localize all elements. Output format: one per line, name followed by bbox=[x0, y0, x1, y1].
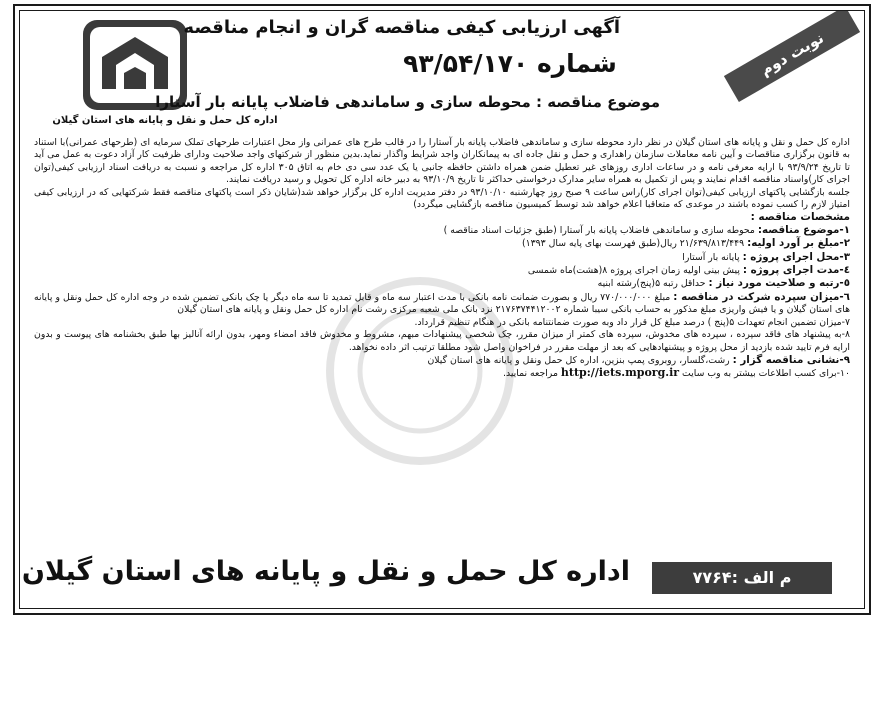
logo-caption: اداره کل حمل و نقل و پایانه های استان گیلان bbox=[52, 115, 278, 126]
tender-number: شماره ۹۳/۵۴/۱۷۰ bbox=[403, 49, 617, 78]
spec-item bbox=[34, 354, 850, 367]
spec-text: پایانه بار آستارا bbox=[682, 251, 740, 263]
spec-text: مبلغ ۷۷۰/۰۰۰/۰۰۰ ریال و بصورت ضمانت نامه بانکی با مدت اعتبار سه ماه و قابل تمدید تا سه ماه دیگر یا چک بانکی تضمین شده در وجه اداره کل حمل ونقل و پایانه های استان گیلان و یا فیش واریزی مبلغ مذکور به حساب بانکی سیبا شماره ۲۱۷۶۳۷۴۴۱۲۰۰۲ نزد بانک ملی شعبه مرکزی رشت نام اداره کل حمل ونقل و پایانه های استان گیلان bbox=[34, 291, 850, 316]
spec-label: ٦-میزان سپرده شرکت در مناقصه : bbox=[673, 290, 850, 303]
spec-item bbox=[34, 317, 850, 329]
spec-label: ۹-نشانی مناقصه گزار : bbox=[732, 353, 850, 366]
ad-header bbox=[20, 11, 864, 131]
spec-label: ۲-مبلغ بر آورد اولیه: bbox=[747, 237, 850, 250]
spec-text: پیش بینی اولیه زمان اجرای پروژه ۸(هشت)ماه شمسی bbox=[527, 265, 740, 277]
footer-organization: اداره کل حمل و نقل و پایانه های استان گیلان bbox=[21, 556, 630, 587]
spec-item bbox=[34, 264, 850, 277]
spec-text: محوطه سازی و ساماندهی فاضلاب پایانه بار آستارا (طبق جزئیات اسناد مناقصه ) bbox=[443, 224, 755, 236]
spec-label: ٤-مدت اجرای پروژه : bbox=[742, 264, 850, 277]
second-round-badge: نوبت دوم bbox=[724, 11, 860, 102]
ad-title: آگهی ارزیابی کیفی مناقصه گران و انجام مناقصه bbox=[183, 17, 620, 38]
spec-label: ٥-رتبه و صلاحیت مورد نیاز : bbox=[708, 277, 850, 290]
specs-heading: مشخصات مناقصه : bbox=[750, 211, 850, 224]
info-prefix: ۱۰-برای کسب اطلاعات بیشتر به وب سایت bbox=[682, 368, 850, 380]
spec-item bbox=[34, 277, 850, 290]
ad-body bbox=[34, 137, 850, 381]
info-line bbox=[34, 367, 850, 380]
spec-item bbox=[34, 237, 850, 250]
website-link[interactable]: http://iets.mporg.ir bbox=[560, 366, 680, 380]
ad-footer bbox=[20, 548, 864, 608]
spec-text: حداقل رتبه ۵(پنج)رشته ابنیه bbox=[597, 278, 706, 290]
spec-text: ۷-میزان تضمین انجام تعهدات ۵(پنج ) درصد مبلغ کل قرار داد وبه صورت ضمانتنامه بانکی در هنگام تنظیم قرارداد. bbox=[414, 316, 850, 328]
intro-paragraph: اداره کل حمل و نقل و پایانه های استان گیلان در نظر دارد محوطه سازی و ساماندهی فاضلاب پایانه بار آستارا را در قالب طرح های عمرانی واز محل اعتبارات طرحهای تملک سرمایه ای (طرحهای عمرانی)با استناد به قانون برگزاری مناقصات و آیین نامه معاملات سازمان راهداری و حمل و نقل جاده ای به پیمانکاران واجد شرایط واگذار نماید.بدین منظور از شرکتهای واجد صلاحیت ودارای ظرفیت کار آزاد دعوت به عمل می آید تا تاریخ ۹۳/۹/۲۴ با ارایه معرفی نامه و در ساعات اداری روزهای غیر تعطیل ضمن همراه داشتن حافظه جانبی یا یک عدد سی دی خام به اتاق ۳۰۵ اداره کل مراجعه و نسبت به دریافت اسناد ارزیابی کیفی(توان اجرای کار)واسناد مناقصه اقدام نمایند و پس از تکمیل به همراه سایر مدارک درخواستی حداکثر تا تاریخ ۹۳/۱۰/۹ به دبیر خانه اداره کل تحویل و رسید دریافت نمایند. bbox=[34, 137, 850, 186]
spec-text: ۲۱/۶۳۹/۸۱۳/۴۴۹ ریال(طبق فهرست بهای پایه سال ۱۳۹۳) bbox=[522, 238, 745, 250]
spec-label: ۳-محل اجرای پروژه : bbox=[742, 250, 850, 263]
spec-item bbox=[34, 329, 850, 354]
spec-item bbox=[34, 251, 850, 264]
tender-subject: موضوع مناقصه : محوطه سازی و ساماندهی فاضلاب پایانه بار آستارا bbox=[155, 93, 660, 111]
opening-paragraph: جلسه بازگشایی پاکتهای ارزیابی کیفی(توان اجرای کار)راس ساعت ۹ صبح روز چهارشنبه ۹۳/۱۰/۱۰ در دفتر مدیریت اداره کل برگزار خواهد شد(شایان ذکر است پاکتهای مناقصه فقط شرکتهایی که در ارزیابی کیفی امتیاز لازم را کسب نموده باشند در موعدی که متعاقبا اعلام خواهد شد توسط کمیسیون مناقصه بازگشایی میگردد) bbox=[34, 186, 850, 211]
advertisement bbox=[13, 4, 871, 615]
badge-clip bbox=[724, 11, 864, 131]
spec-item bbox=[34, 224, 850, 237]
info-suffix: مراجعه نمایید. bbox=[503, 368, 558, 380]
spec-item bbox=[34, 291, 850, 317]
ad-code-badge: م الف :۷۷۶۴ bbox=[652, 562, 832, 594]
spec-text: ۸-به پیشنهاد های فاقد سپرده ، سپرده های مخدوش، سپرده های کمتر از میزان مقرر، چک شخصی پیشنهادات مبهم، مشروط و مخدوش فاقد امضاء ومهر، بدون ارائه آنالیز بها طبق بخشنامه های پیوست و بدون ارایه فرم تایید شده بازدید از محل پروژه و پیشنهادهایی که بعد از مهلت مقرر در فراخوان واصل شود مطلقا ترتیب اثر داده نخواهد. bbox=[34, 329, 850, 353]
spec-label: ۱-موضوع مناقصه: bbox=[757, 223, 850, 236]
ad-inner-frame bbox=[19, 10, 865, 609]
spec-text: رشت،گلسار، روبروی پمپ بنزین، اداره کل حمل ونقل و پایانه های استان گیلان bbox=[427, 354, 730, 366]
